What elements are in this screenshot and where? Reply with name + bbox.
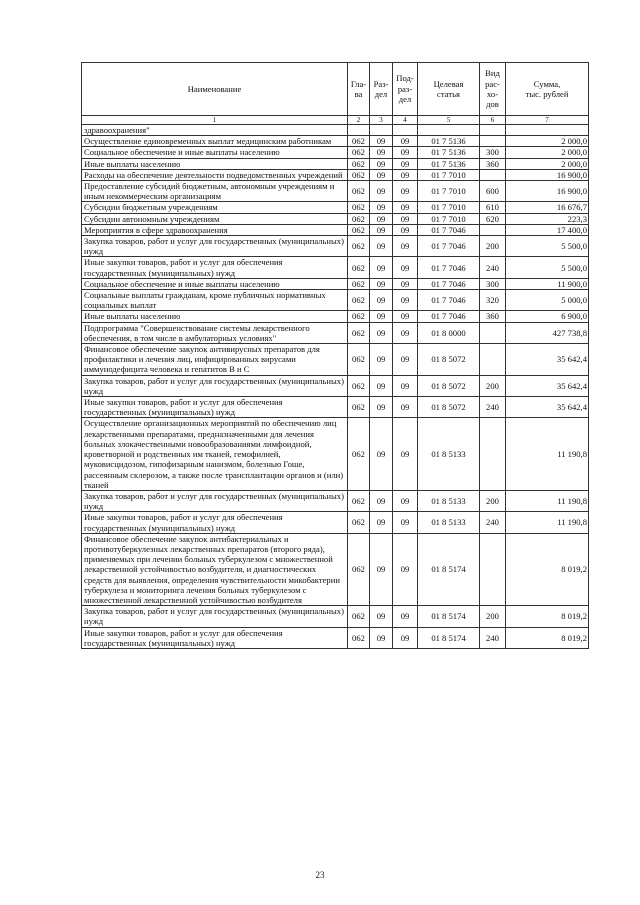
cell-chapter: 062	[348, 224, 370, 235]
cell-subsection: 09	[393, 311, 418, 322]
cell-section: 09	[370, 375, 393, 396]
cell-expense-type: 360	[480, 311, 506, 322]
cell-chapter: 062	[348, 512, 370, 533]
cell-amount: 11 190,8	[506, 490, 589, 511]
cell-expense-type: 360	[480, 158, 506, 169]
table-row	[82, 169, 589, 180]
cell-expense-type: 200	[480, 606, 506, 627]
cell-subsection: 09	[393, 202, 418, 213]
cell-subsection: 09	[393, 322, 418, 343]
header-chapter: Гла- ва	[348, 63, 370, 116]
cell-section: 09	[370, 169, 393, 180]
cell-name: Осуществление единовременных выплат медицинским работникам	[82, 136, 348, 147]
cell-target: 01 8 0000	[418, 322, 480, 343]
cell-amount: 427 738,8	[506, 322, 589, 343]
cell-target: 01 7 7010	[418, 213, 480, 224]
cell-name: Иные закупки товаров, работ и услуг для обеспечения государственных (муниципальных) нужд	[82, 257, 348, 278]
cell-expense-type	[480, 125, 506, 136]
cell-expense-type	[480, 418, 506, 490]
cell-section: 09	[370, 181, 393, 202]
cell-subsection: 09	[393, 490, 418, 511]
table-row	[82, 627, 589, 648]
cell-subsection: 09	[393, 375, 418, 396]
budget-table	[81, 62, 589, 649]
cell-expense-type: 240	[480, 627, 506, 648]
cell-target: 01 7 7046	[418, 290, 480, 311]
cell-name: Закупка товаров, работ и услуг для государственных (муниципальных) нужд	[82, 490, 348, 511]
cell-expense-type: 610	[480, 202, 506, 213]
cell-name: Иные закупки товаров, работ и услуг для обеспечения государственных (муниципальных) нужд	[82, 397, 348, 418]
cell-amount	[506, 125, 589, 136]
table-row	[82, 213, 589, 224]
cell-chapter: 062	[348, 418, 370, 490]
cell-expense-type: 240	[480, 512, 506, 533]
cell-chapter	[348, 125, 370, 136]
cell-target: 01 8 5072	[418, 397, 480, 418]
cell-chapter: 062	[348, 375, 370, 396]
cell-chapter: 062	[348, 490, 370, 511]
cell-name: Субсидии бюджетным учреждениям	[82, 202, 348, 213]
cell-subsection: 09	[393, 236, 418, 257]
cell-subsection: 09	[393, 181, 418, 202]
cell-expense-type: 320	[480, 290, 506, 311]
cell-subsection: 09	[393, 290, 418, 311]
cell-section: 09	[370, 344, 393, 376]
cell-section: 09	[370, 136, 393, 147]
cell-subsection: 09	[393, 136, 418, 147]
cell-name: Иные выплаты населению	[82, 158, 348, 169]
cell-section: 09	[370, 224, 393, 235]
column-number: 3	[370, 116, 393, 125]
cell-expense-type: 200	[480, 490, 506, 511]
cell-name: Осуществление организационных мероприятий по обеспечению лиц лекарственными препаратами, предназначенными для лечения больных злокачественными новообразованиями лимфоидной, кроветворной и родственных им тканей, гемофилией, муковисцидозом, гипофизарным нанизмом, болезнью Гоше, рассеянным склерозом, а также после трансплантации органов и (или) тканей	[82, 418, 348, 490]
table-row	[82, 397, 589, 418]
cell-expense-type: 240	[480, 257, 506, 278]
cell-section: 09	[370, 311, 393, 322]
cell-name: Предоставление субсидий бюджетным, автономным учреждениям и иным некоммерческим организациям	[82, 181, 348, 202]
cell-chapter: 062	[348, 136, 370, 147]
cell-amount: 35 642,4	[506, 375, 589, 396]
cell-expense-type	[480, 322, 506, 343]
table-body	[82, 125, 589, 649]
cell-chapter: 062	[348, 213, 370, 224]
cell-subsection	[393, 125, 418, 136]
cell-section: 09	[370, 158, 393, 169]
cell-target: 01 8 5133	[418, 418, 480, 490]
cell-expense-type: 300	[480, 147, 506, 158]
cell-section: 09	[370, 627, 393, 648]
table-row	[82, 290, 589, 311]
cell-target: 01 8 5133	[418, 490, 480, 511]
column-number-row	[82, 116, 589, 125]
cell-amount: 16 900,0	[506, 169, 589, 180]
cell-expense-type: 300	[480, 278, 506, 289]
cell-expense-type: 600	[480, 181, 506, 202]
column-number: 5	[418, 116, 480, 125]
cell-chapter: 062	[348, 236, 370, 257]
cell-section: 09	[370, 290, 393, 311]
cell-expense-type	[480, 224, 506, 235]
cell-target: 01 7 7010	[418, 169, 480, 180]
cell-subsection: 09	[393, 627, 418, 648]
header-expense-type: Вид рас- хо- дов	[480, 63, 506, 116]
cell-expense-type: 240	[480, 397, 506, 418]
cell-section	[370, 125, 393, 136]
cell-subsection: 09	[393, 278, 418, 289]
cell-section: 09	[370, 202, 393, 213]
header-subsection: Под- раз- дел	[393, 63, 418, 116]
cell-name: Закупка товаров, работ и услуг для государственных (муниципальных) нужд	[82, 375, 348, 396]
cell-chapter: 062	[348, 181, 370, 202]
table-row	[82, 533, 589, 605]
cell-target: 01 8 5174	[418, 606, 480, 627]
cell-expense-type	[480, 136, 506, 147]
table-row	[82, 257, 589, 278]
cell-chapter: 062	[348, 169, 370, 180]
column-number: 1	[82, 116, 348, 125]
cell-target: 01 8 5174	[418, 533, 480, 605]
table-row	[82, 512, 589, 533]
cell-name: Социальное обеспечение и иные выплаты населению	[82, 147, 348, 158]
table-row	[82, 236, 589, 257]
table-row	[82, 158, 589, 169]
cell-amount: 2 000,0	[506, 158, 589, 169]
cell-amount: 35 642,4	[506, 344, 589, 376]
cell-target: 01 7 5136	[418, 147, 480, 158]
cell-section: 09	[370, 418, 393, 490]
cell-expense-type: 620	[480, 213, 506, 224]
cell-target: 01 7 7046	[418, 224, 480, 235]
cell-amount: 5 000,0	[506, 290, 589, 311]
cell-chapter: 062	[348, 311, 370, 322]
table-row	[82, 418, 589, 490]
cell-amount: 2 000,0	[506, 136, 589, 147]
cell-amount: 2 000,0	[506, 147, 589, 158]
cell-chapter: 062	[348, 397, 370, 418]
cell-section: 09	[370, 147, 393, 158]
cell-subsection: 09	[393, 224, 418, 235]
cell-chapter: 062	[348, 158, 370, 169]
table-row	[82, 311, 589, 322]
cell-expense-type: 200	[480, 236, 506, 257]
header-target: Целевая статья	[418, 63, 480, 116]
cell-subsection: 09	[393, 147, 418, 158]
cell-chapter: 062	[348, 290, 370, 311]
cell-amount: 223,3	[506, 213, 589, 224]
cell-section: 09	[370, 512, 393, 533]
cell-subsection: 09	[393, 213, 418, 224]
cell-section: 09	[370, 606, 393, 627]
cell-subsection: 09	[393, 533, 418, 605]
cell-amount: 11 190,8	[506, 512, 589, 533]
column-number: 2	[348, 116, 370, 125]
cell-section: 09	[370, 257, 393, 278]
cell-section: 09	[370, 533, 393, 605]
column-number: 4	[393, 116, 418, 125]
cell-name: Иные закупки товаров, работ и услуг для обеспечения государственных (муниципальных) нужд	[82, 627, 348, 648]
cell-name: Социальное обеспечение и иные выплаты населению	[82, 278, 348, 289]
cell-target: 01 7 7046	[418, 311, 480, 322]
cell-name: Иные закупки товаров, работ и услуг для обеспечения государственных (муниципальных) нужд	[82, 512, 348, 533]
cell-section: 09	[370, 397, 393, 418]
cell-subsection: 09	[393, 344, 418, 376]
page-number: 23	[315, 870, 325, 880]
header-section: Раз- дел	[370, 63, 393, 116]
cell-target	[418, 125, 480, 136]
table-row	[82, 181, 589, 202]
cell-chapter: 062	[348, 606, 370, 627]
cell-subsection: 09	[393, 158, 418, 169]
cell-target: 01 8 5133	[418, 512, 480, 533]
cell-section: 09	[370, 236, 393, 257]
cell-target: 01 8 5072	[418, 375, 480, 396]
cell-amount: 16 900,0	[506, 181, 589, 202]
cell-section: 09	[370, 213, 393, 224]
table-row	[82, 147, 589, 158]
table-row	[82, 136, 589, 147]
cell-chapter: 062	[348, 627, 370, 648]
cell-target: 01 7 5136	[418, 136, 480, 147]
column-number: 6	[480, 116, 506, 125]
cell-chapter: 062	[348, 322, 370, 343]
cell-chapter: 062	[348, 257, 370, 278]
cell-subsection: 09	[393, 606, 418, 627]
cell-target: 01 7 7046	[418, 236, 480, 257]
cell-amount: 11 190,8	[506, 418, 589, 490]
cell-chapter: 062	[348, 533, 370, 605]
cell-expense-type	[480, 344, 506, 376]
cell-subsection: 09	[393, 169, 418, 180]
cell-name: Мероприятия в сфере здравоохранения	[82, 224, 348, 235]
header-name: Наименование	[82, 63, 348, 116]
cell-expense-type	[480, 169, 506, 180]
cell-target: 01 7 7046	[418, 278, 480, 289]
table-row	[82, 202, 589, 213]
cell-chapter: 062	[348, 147, 370, 158]
cell-name: Подпрограмма "Совершенствование системы лекарственного обеспечения, в том числе в амбулаторных условиях"	[82, 322, 348, 343]
cell-expense-type: 200	[480, 375, 506, 396]
header-amount: Сумма, тыс. рублей	[506, 63, 589, 116]
cell-amount: 17 400,0	[506, 224, 589, 235]
cell-name: Закупка товаров, работ и услуг для государственных (муниципальных) нужд	[82, 236, 348, 257]
cell-chapter: 062	[348, 278, 370, 289]
cell-subsection: 09	[393, 257, 418, 278]
cell-name: здравоохранения"	[82, 125, 348, 136]
table-row	[82, 490, 589, 511]
table-row	[82, 278, 589, 289]
cell-amount: 8 019,2	[506, 627, 589, 648]
cell-section: 09	[370, 322, 393, 343]
cell-chapter: 062	[348, 344, 370, 376]
cell-name: Социальные выплаты гражданам, кроме публичных нормативных социальных выплат	[82, 290, 348, 311]
cell-target: 01 8 5072	[418, 344, 480, 376]
cell-name: Финансовое обеспечение закупок антивирусных препаратов для профилактики и лечения лиц, инфицированных вирусами иммунодефицита человека и гепатитов В и С	[82, 344, 348, 376]
cell-name: Субсидии автономным учреждениям	[82, 213, 348, 224]
cell-name: Финансовое обеспечение закупок антибактериальных и противотуберкулезных лекарственных препаратов (второго ряда), применяемых при лечении больных туберкулезом с множественной лекарственной устойчивостью возбудителя, и диагностических средств для выявления, определения чувствительности микобактерии туберкулеза и мониторинга лечения больных туберкулезом с множественной лекарственной устойчивостью возбудителя	[82, 533, 348, 605]
cell-chapter: 062	[348, 202, 370, 213]
cell-section: 09	[370, 490, 393, 511]
cell-target: 01 8 5174	[418, 627, 480, 648]
cell-amount: 35 642,4	[506, 397, 589, 418]
cell-name: Иные выплаты населению	[82, 311, 348, 322]
table-row	[82, 125, 589, 136]
cell-name: Расходы на обеспечение деятельности подведомственных учреждений	[82, 169, 348, 180]
cell-amount: 5 500,0	[506, 236, 589, 257]
cell-target: 01 7 5136	[418, 158, 480, 169]
cell-expense-type	[480, 533, 506, 605]
cell-target: 01 7 7010	[418, 202, 480, 213]
cell-subsection: 09	[393, 397, 418, 418]
cell-subsection: 09	[393, 418, 418, 490]
column-number: 7	[506, 116, 589, 125]
table-row	[82, 344, 589, 376]
table-row	[82, 375, 589, 396]
cell-amount: 16 676,7	[506, 202, 589, 213]
table-row	[82, 606, 589, 627]
cell-amount: 11 900,0	[506, 278, 589, 289]
cell-name: Закупка товаров, работ и услуг для государственных (муниципальных) нужд	[82, 606, 348, 627]
cell-amount: 8 019,2	[506, 606, 589, 627]
cell-amount: 6 900,0	[506, 311, 589, 322]
cell-subsection: 09	[393, 512, 418, 533]
cell-target: 01 7 7046	[418, 257, 480, 278]
table-header-row	[82, 63, 589, 116]
cell-section: 09	[370, 278, 393, 289]
cell-target: 01 7 7010	[418, 181, 480, 202]
cell-amount: 8 019,2	[506, 533, 589, 605]
table-row	[82, 224, 589, 235]
table-row	[82, 322, 589, 343]
cell-amount: 5 500,0	[506, 257, 589, 278]
